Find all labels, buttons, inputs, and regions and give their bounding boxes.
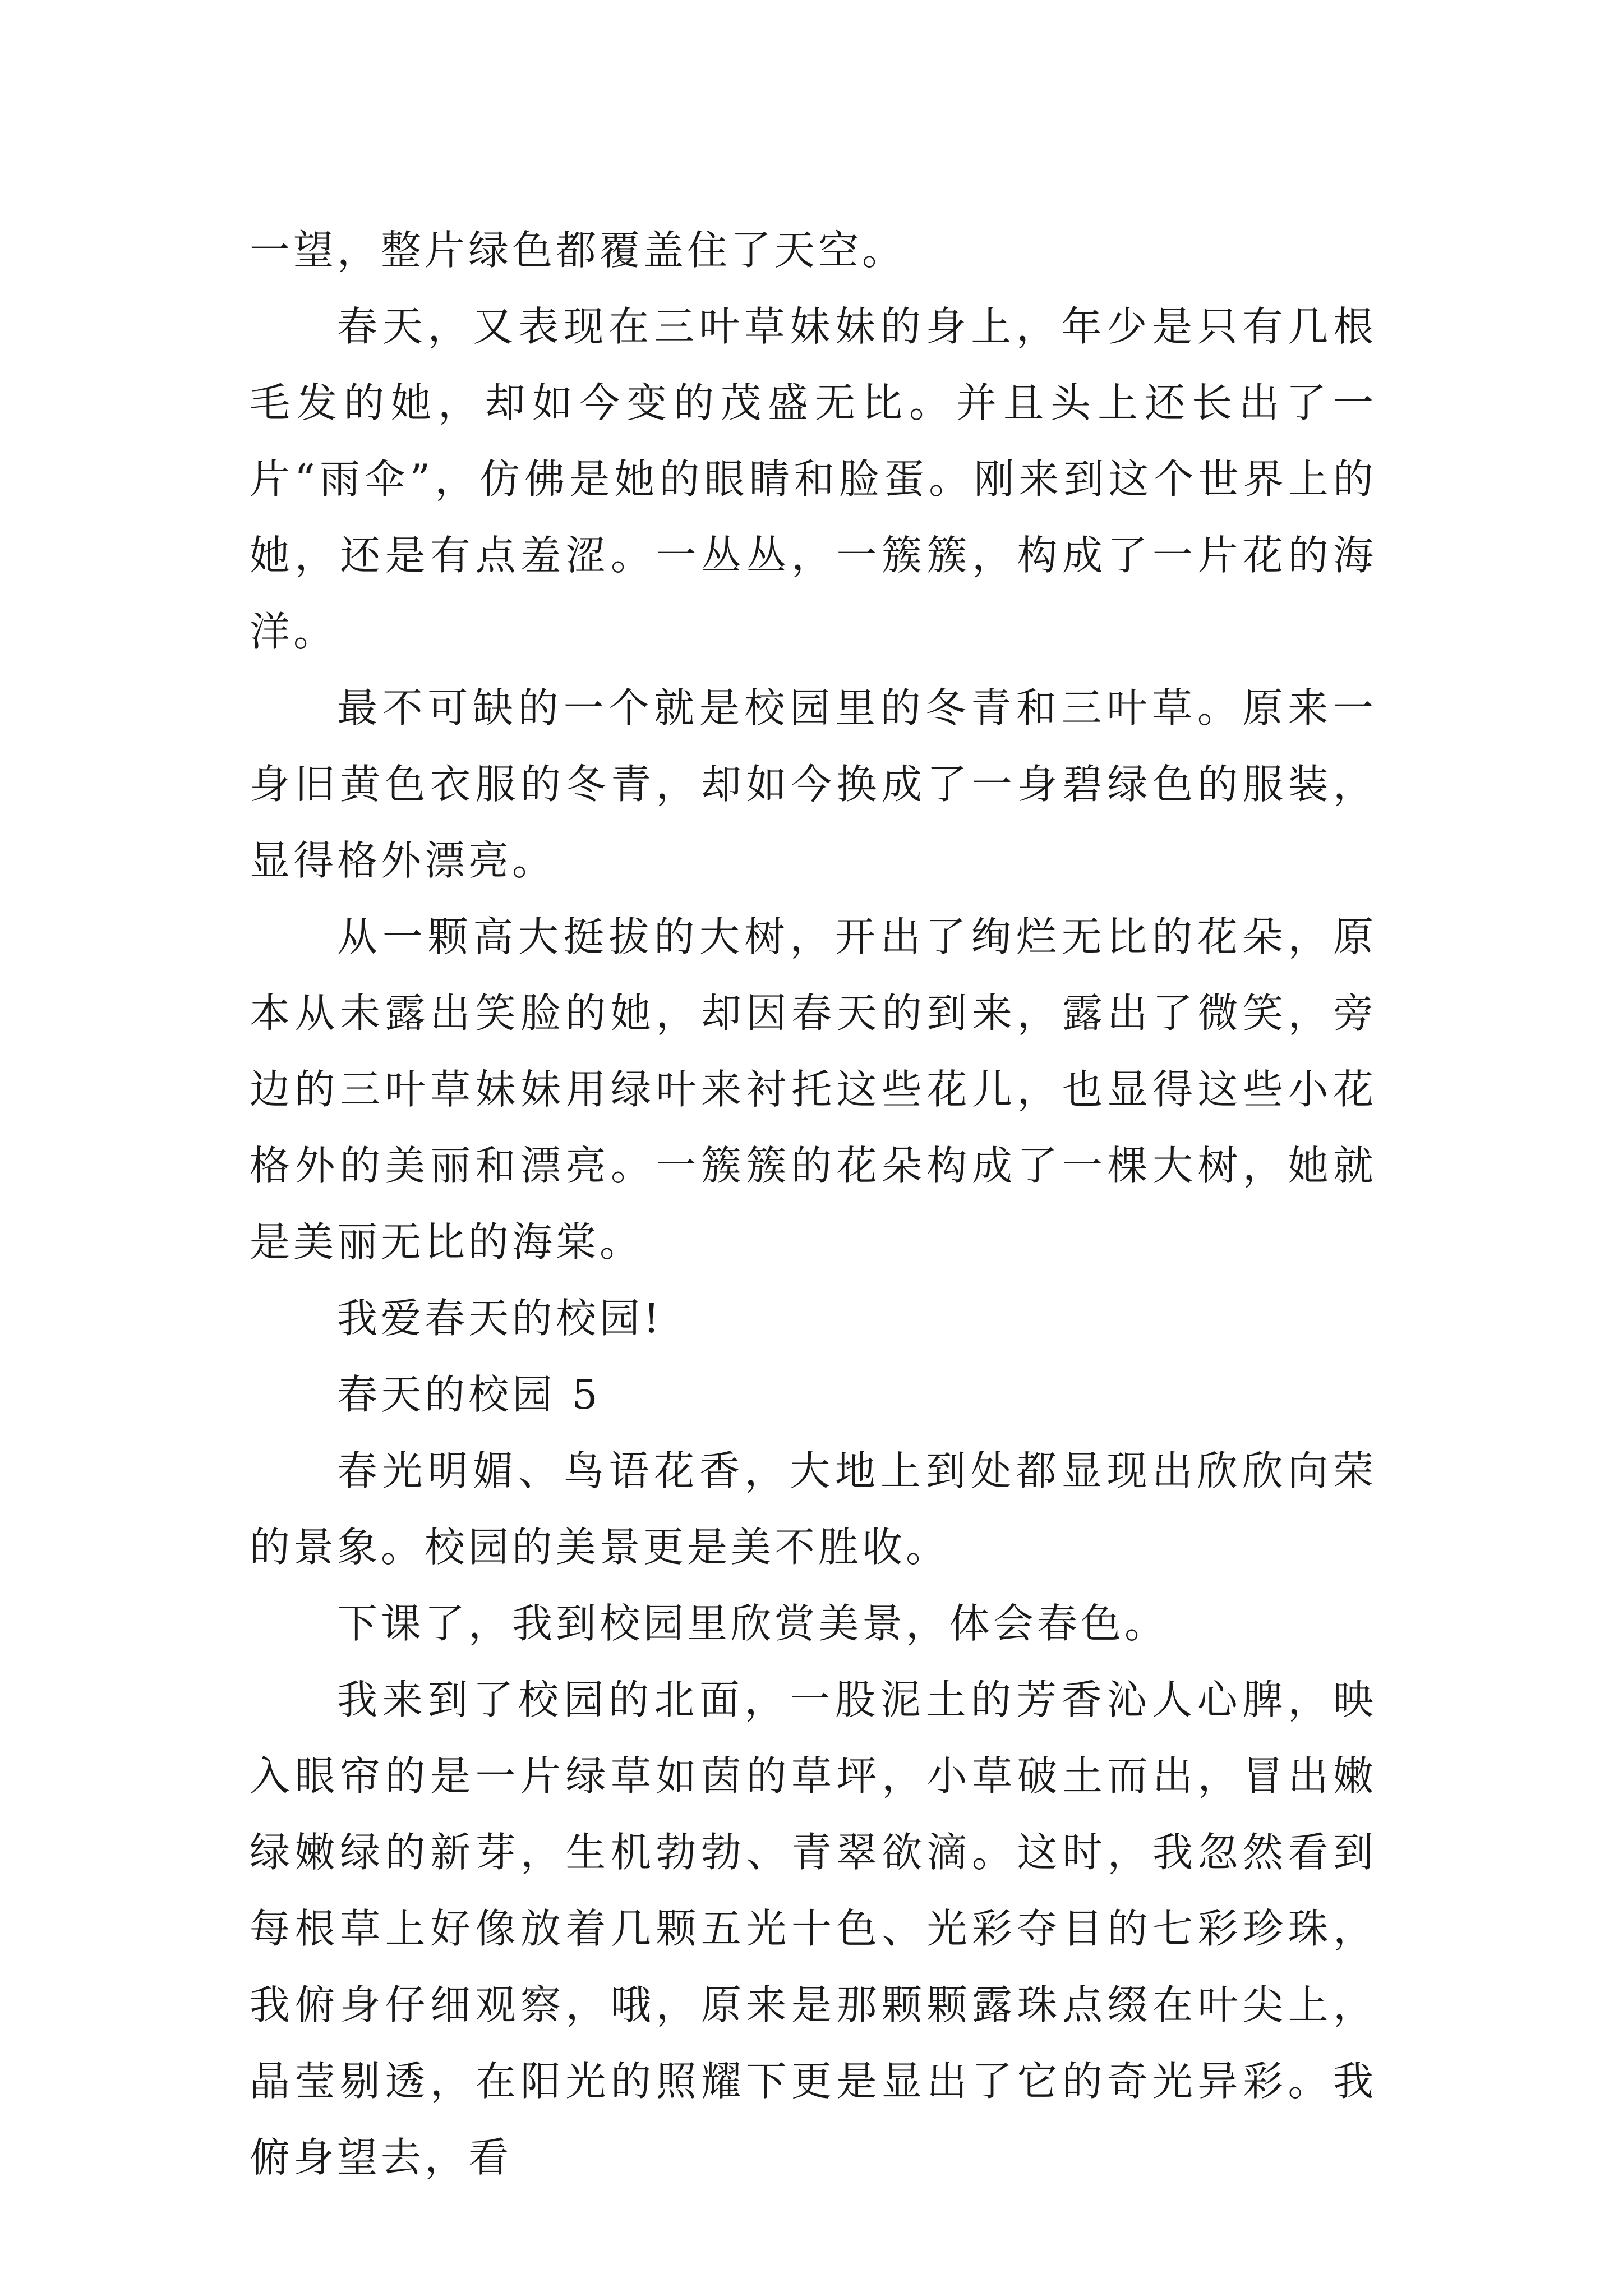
paragraph: 春天，又表现在三叶草妹妹的身上，年少是只有几根毛发的她，却如今变的茂盛无比。并且头上还长出了一片“雨伞”，仿佛是她的眼睛和脸蛋。刚来到这个世界上的她，还是有点羞涩。一丛丛，一簇簇，构成了一片花的海洋。 bbox=[250, 303, 1377, 655]
paragraph: 最不可缺的一个就是校园里的冬青和三叶草。原来一身旧黄色衣服的冬青，却如今换成了一身碧绿色的服装，显得格外漂亮。 bbox=[250, 684, 1377, 884]
paragraph: 春光明媚、鸟语花香，大地上到处都显现出欣欣向荣的景象。校园的美景更是美不胜收。 bbox=[250, 1447, 1377, 1571]
paragraph: 下课了，我到校园里欣赏美景，体会春色。 bbox=[337, 1600, 1169, 1647]
paragraph: 从一颗高大挺拔的大树，开出了绚烂无比的花朵，原本从未露出笑脸的她，却因春天的到来，露出了微笑，旁边的三叶草妹妹用绿叶来衬托这些花儿，也显得这些小花格外的美丽和漂亮。一簇簇的花朵构成了一棵大树，她就是美丽无比的海棠。 bbox=[250, 913, 1377, 1266]
paragraph: 我来到了校园的北面，一股泥土的芳香沁人心脾，映入眼帘的是一片绿草如茵的草坪，小草破土而出，冒出嫩绿嫩绿的新芽，生机勃勃、青翠欲滴。这时，我忽然看到每根草上好像放着几颗五光十色、光彩夺目的七彩珍珠，我俯身仔细观察，哦，原来是那颗颗露珠点缀在叶尖上，晶莹剔透，在阳光的照耀下更是显出了它的奇光异彩。我俯身望去，看 bbox=[250, 1676, 1377, 2181]
paragraph: 一望，整片绿色都覆盖住了天空。 bbox=[250, 227, 906, 274]
paragraph: 我爱春天的校园! bbox=[337, 1295, 663, 1342]
section-heading: 春天的校园 5 bbox=[337, 1371, 601, 1418]
document-body bbox=[250, 212, 1377, 2196]
